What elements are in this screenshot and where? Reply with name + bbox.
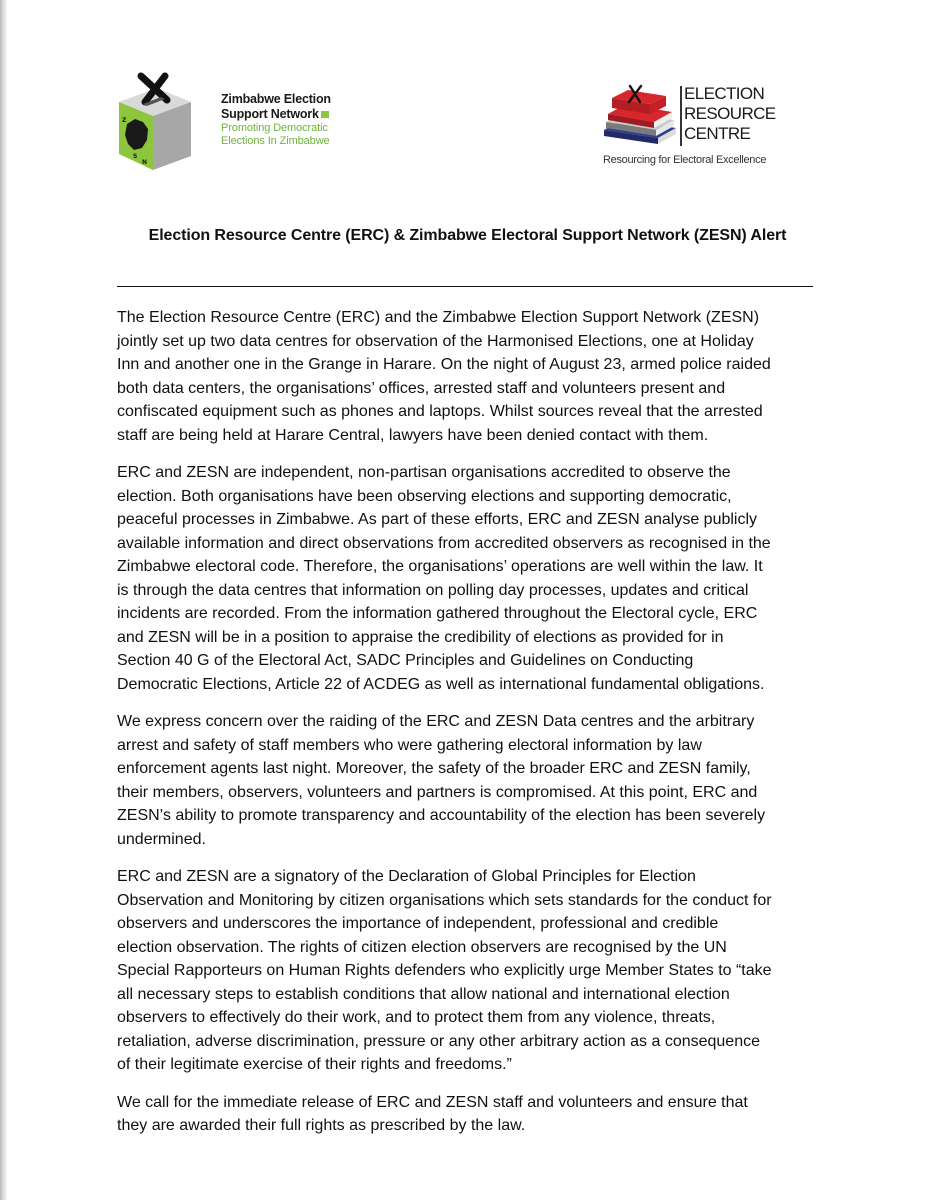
paragraph-line: Zimbabwe electoral code. Therefore, the organisations’ operations are well within the law. It [117,558,763,575]
zesn-name [221,92,361,122]
paragraph-line: confiscated equipment such as phones and laptops. Whilst sources reveal that the arrested [117,403,763,420]
zesn-tagline-line-1: Promoting Democratic [221,122,328,134]
paragraph-line: retaliation, adverse discrimination, pressure or any other arbitrary action as a consequence [117,1032,760,1050]
paragraph-line: ZESN’s ability to promote transparency and accountability of the election has been severely [117,807,766,824]
paragraph-line: is through the data centres that information on polling day processes, updates and critical [117,581,749,599]
zesn-wordmark [221,92,361,148]
zesn-ballot-box-icon [113,72,217,172]
erc-tagline: Resourcing for Electoral Excellence [603,154,767,166]
zesn-logo [113,72,353,172]
paragraph-line: We call for the immediate release of ERC and ZESN staff and volunteers and ensure that [117,1093,748,1111]
paragraph-line: both data centers, the organisations’ offices, arrested staff and volunteers present and [117,379,726,397]
paragraph-line: they are awarded their full rights as prescribed by the law. [117,1117,526,1134]
zesn-green-square-icon [321,111,329,118]
paragraph-line: Section 40 G of the Electoral Act, SADC Principles and Guidelines on Conducting [117,652,694,669]
erc-divider-line [680,86,682,146]
paragraph-line: enforcement agents last night. Moreover, the safety of the broader ERC and ZESN family, [117,760,751,777]
erc-name-line-1: ELECTION [684,84,765,103]
paragraph-line: The Election Resource Centre (ERC) and the Zimbabwe Election Support Network (ZESN) [117,309,760,326]
paragraph-line: election. Both organisations have been observing elections and supporting democratic, [117,487,732,505]
paragraph-line: Observation and Monitoring by citizen organisations which sets standards for the conduct for [117,891,772,909]
svg-text:S: S [133,153,138,160]
paragraph-line: ERC and ZESN are independent, non-partisan organisations accredited to observe the [117,464,731,481]
paragraph-4 [117,865,825,1077]
zesn-tagline-line-2: Elections In Zimbabwe [221,135,330,147]
zesn-tagline [221,122,361,148]
paragraph-line: Inn and another one in the Grange in Harare. On the night of August 23, armed police raided [117,356,771,373]
paragraph-line: undermined. [117,830,206,848]
paragraph-line: election observation. The rights of citizen election observers are recognised by the UN [117,938,727,956]
paragraph-2 [117,461,825,696]
paragraph-line: arrest and safety of staff members who were gathering electoral information by law [117,736,702,754]
paragraph-line: staff are being held at Harare Central, lawyers have been denied contact with them. [117,426,709,444]
erc-name-line-2: RESOURCE [684,104,776,123]
paragraph-line: jointly set up two data centres for observation of the Harmonised Elections, one at Holiday [117,332,754,350]
document-body [117,306,825,1152]
paragraph-1 [117,306,825,447]
zesn-name-line-2-text: Support Network [221,107,319,121]
paragraph-line: and ZESN will be in a position to appraise the credibility of elections as provided for in [117,628,724,646]
zesn-name-line-1: Zimbabwe Election [221,92,331,106]
erc-name-line-3: CENTRE [684,124,751,143]
paragraph-line: their members, observers, volunteers and partners is compromised. At this point, ERC and [117,783,758,801]
paragraph-line: Special Rapporteurs on Human Rights defenders who explicitly urge Member States to “take [117,962,772,979]
paragraph-line: available information and direct observations from accredited observers as recognised in the [117,534,771,552]
paragraph-line: Democratic Elections, Article 22 of ACDEG as well as international fundamental obligations. [117,675,765,693]
paragraph-line: ERC and ZESN are a signatory of the Declaration of Global Principles for Election [117,868,696,885]
page-edge-shadow [0,0,7,1200]
title-divider [117,286,813,287]
svg-text:N: N [142,159,148,166]
paragraph-5 [117,1091,825,1138]
paragraph-line: observers and underscores the importance of independent, professional and credible [117,915,719,932]
erc-name [684,84,776,144]
paragraph-line: of their legitimate exercise of their rights and freedoms.” [117,1056,512,1073]
svg-text:Z: Z [122,117,127,124]
paragraph-line: We express concern over the raiding of the ERC and ZESN Data centres and the arbitrary [117,713,755,730]
paragraph-3 [117,710,825,851]
paragraph-line: all necessary steps to establish conditions that allow national and international election [117,985,730,1003]
erc-logo [600,84,790,174]
paragraph-line: peaceful processes in Zimbabwe. As part of these efforts, ERC and ZESN analyse publicly [117,511,758,528]
zesn-name-line-2 [221,107,361,122]
document-title: Election Resource Centre (ERC) & Zimbabwe Electoral Support Network (ZESN) Alert [148,227,787,244]
paragraph-line: observers to effectively do their work, and to protect them from any violence, threats, [117,1009,716,1026]
paragraph-line: incidents are recorded. From the information gathered throughout the Electoral cycle, ERC [117,605,758,622]
erc-books-ballot-icon [600,84,680,154]
